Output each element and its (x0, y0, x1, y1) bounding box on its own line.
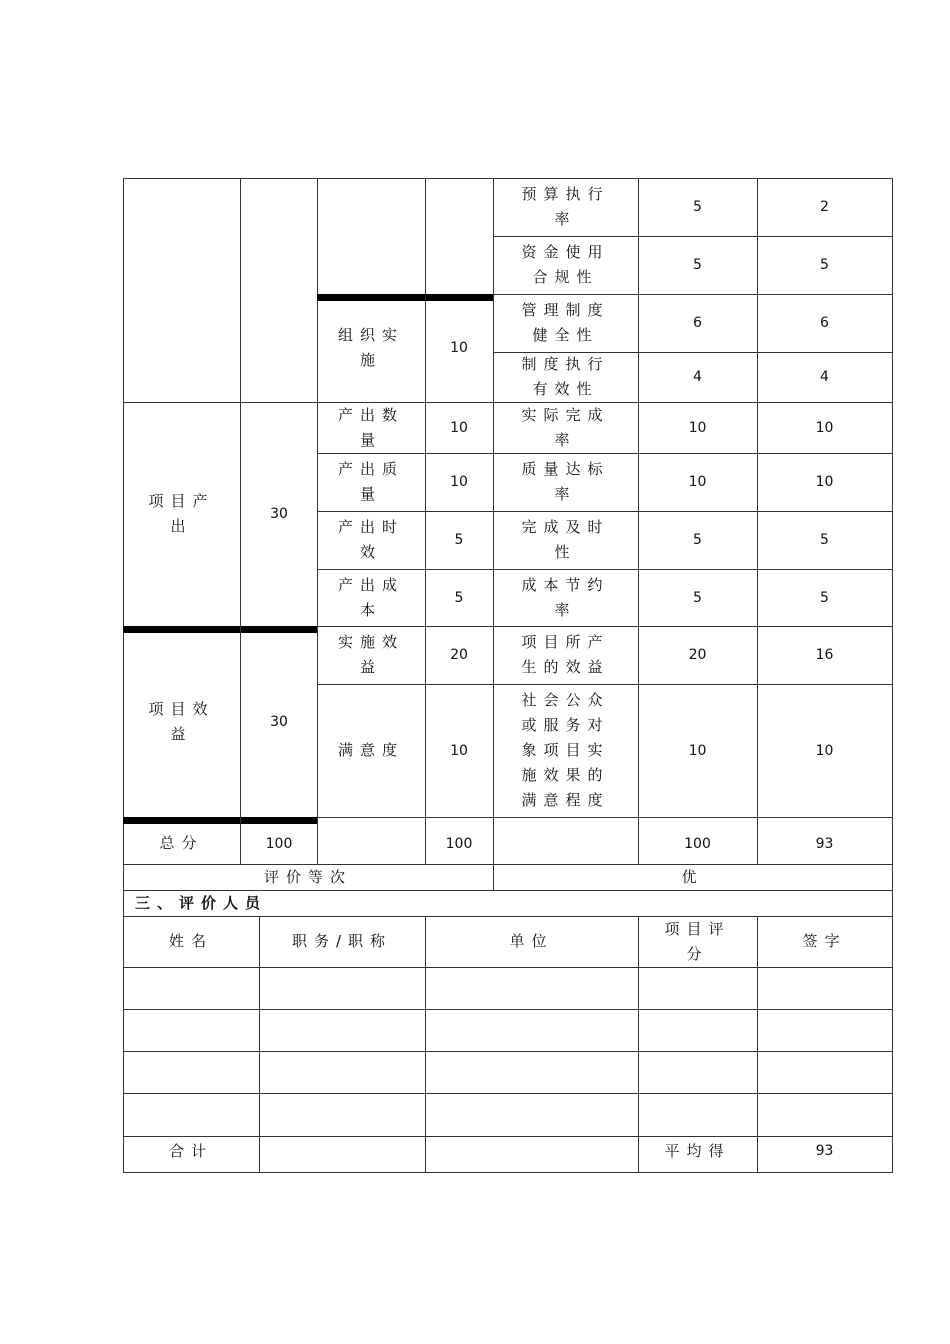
grade-value-cell: 优 (493, 864, 893, 891)
score-cell: 10 (757, 453, 893, 512)
metric-cell: 成本节约 率 (493, 569, 639, 627)
staff-unit-cell[interactable] (425, 967, 639, 1010)
weight-cell: 4 (638, 352, 758, 403)
staff-unit-cell[interactable] (425, 1051, 639, 1094)
total-weight-cell: 100 (638, 817, 758, 865)
benefit-score-cell: 30 (241, 626, 318, 818)
sub-indicator-cell: 产出质 量 (317, 453, 426, 512)
staff-name-cell[interactable] (123, 1093, 260, 1137)
score-cell: 5 (757, 511, 893, 570)
weight-cell: 6 (638, 294, 758, 353)
staff-title-cell[interactable] (259, 967, 426, 1010)
total-score-cell: 100 (241, 817, 318, 865)
sub-indicator-cell: 产出时 效 (317, 511, 426, 570)
weight-cell: 10 (638, 402, 758, 454)
weight-cell: 5 (638, 236, 758, 295)
weight-cell: 5 (638, 569, 758, 627)
sub-score-cell: 20 (425, 626, 494, 685)
staff-score-cell[interactable] (638, 1051, 758, 1094)
weight-cell: 5 (638, 178, 758, 237)
weight-cell: 20 (638, 626, 758, 685)
sub-indicator-cell: 产出数 量 (317, 402, 426, 454)
score-cell: 2 (757, 178, 893, 237)
sub-score-cell: 10 (425, 684, 494, 818)
staff-sign-cell[interactable] (757, 1051, 893, 1094)
staff-score-cell[interactable] (638, 1093, 758, 1137)
staff-name-cell[interactable] (123, 1051, 260, 1094)
staff-name-cell[interactable] (123, 967, 260, 1010)
metric-cell: 完成及时 性 (493, 511, 639, 570)
score-cell: 4 (757, 352, 893, 403)
staff-unit-cell[interactable] (425, 1009, 639, 1052)
staff-unit-cell[interactable] (425, 1093, 639, 1137)
org-score-cell: 10 (425, 294, 494, 403)
metric-cell: 社会公众 或服务对 象项目实 施效果的 满意程度 (493, 684, 639, 818)
weight-cell: 5 (638, 511, 758, 570)
summary-label-cell: 合计 (123, 1136, 260, 1173)
metric-cell: 制度执行 有效性 (493, 352, 639, 403)
metric-cell: 质量达标 率 (493, 453, 639, 512)
avg-value-cell: 93 (757, 1136, 893, 1173)
header-sign: 签字 (757, 916, 893, 968)
score-cell: 5 (757, 569, 893, 627)
indicator-level2-cell (317, 178, 426, 295)
header-name: 姓名 (123, 916, 260, 968)
header-title: 职务/职称 (259, 916, 426, 968)
empty-cell (259, 1136, 426, 1173)
output-score-cell: 30 (241, 402, 318, 627)
metric-cell: 项目所产 生的效益 (493, 626, 639, 685)
staff-title-cell[interactable] (259, 1051, 426, 1094)
grade-label-cell: 评价等次 (123, 864, 494, 891)
metric-cell: 实际完成 率 (493, 402, 639, 454)
staff-sign-cell[interactable] (757, 1093, 893, 1137)
output-label-cell: 项目产 出 (123, 402, 241, 627)
staff-name-cell[interactable] (123, 1009, 260, 1052)
empty-cell (493, 817, 639, 865)
total-label-cell: 总分 (123, 817, 241, 865)
staff-sign-cell[interactable] (757, 1009, 893, 1052)
indicator-level1-cell (123, 178, 241, 403)
header-unit: 单位 (425, 916, 639, 968)
sub-score-cell: 5 (425, 569, 494, 627)
score-cell: 16 (757, 626, 893, 685)
empty-cell (317, 817, 426, 865)
indicator-level1-score-cell (241, 178, 318, 403)
total-final-cell: 93 (757, 817, 893, 865)
section-title: 三、评价人员 (123, 890, 893, 917)
metric-cell: 资金使用 合规性 (493, 236, 639, 295)
sub-score-cell: 5 (425, 511, 494, 570)
header-item-score: 项目评 分 (638, 916, 758, 968)
empty-cell (425, 1136, 639, 1173)
metric-cell: 管理制度 健全性 (493, 294, 639, 353)
staff-title-cell[interactable] (259, 1009, 426, 1052)
staff-sign-cell[interactable] (757, 967, 893, 1010)
score-cell: 10 (757, 684, 893, 818)
avg-label-cell: 平均得 (638, 1136, 758, 1173)
indicator-level2-score-cell (425, 178, 494, 295)
total-sub-score-cell: 100 (425, 817, 494, 865)
staff-score-cell[interactable] (638, 967, 758, 1010)
sub-indicator-cell: 满意度 (317, 684, 426, 818)
score-cell: 5 (757, 236, 893, 295)
sub-indicator-cell: 实施效 益 (317, 626, 426, 685)
sub-score-cell: 10 (425, 402, 494, 454)
metric-cell: 预算执行 率 (493, 178, 639, 237)
staff-title-cell[interactable] (259, 1093, 426, 1137)
sub-indicator-cell: 产出成 本 (317, 569, 426, 627)
benefit-label-cell: 项目效 益 (123, 626, 241, 818)
weight-cell: 10 (638, 684, 758, 818)
weight-cell: 10 (638, 453, 758, 512)
org-label-cell: 组织实 施 (317, 294, 426, 403)
score-cell: 10 (757, 402, 893, 454)
sub-score-cell: 10 (425, 453, 494, 512)
staff-score-cell[interactable] (638, 1009, 758, 1052)
score-cell: 6 (757, 294, 893, 353)
